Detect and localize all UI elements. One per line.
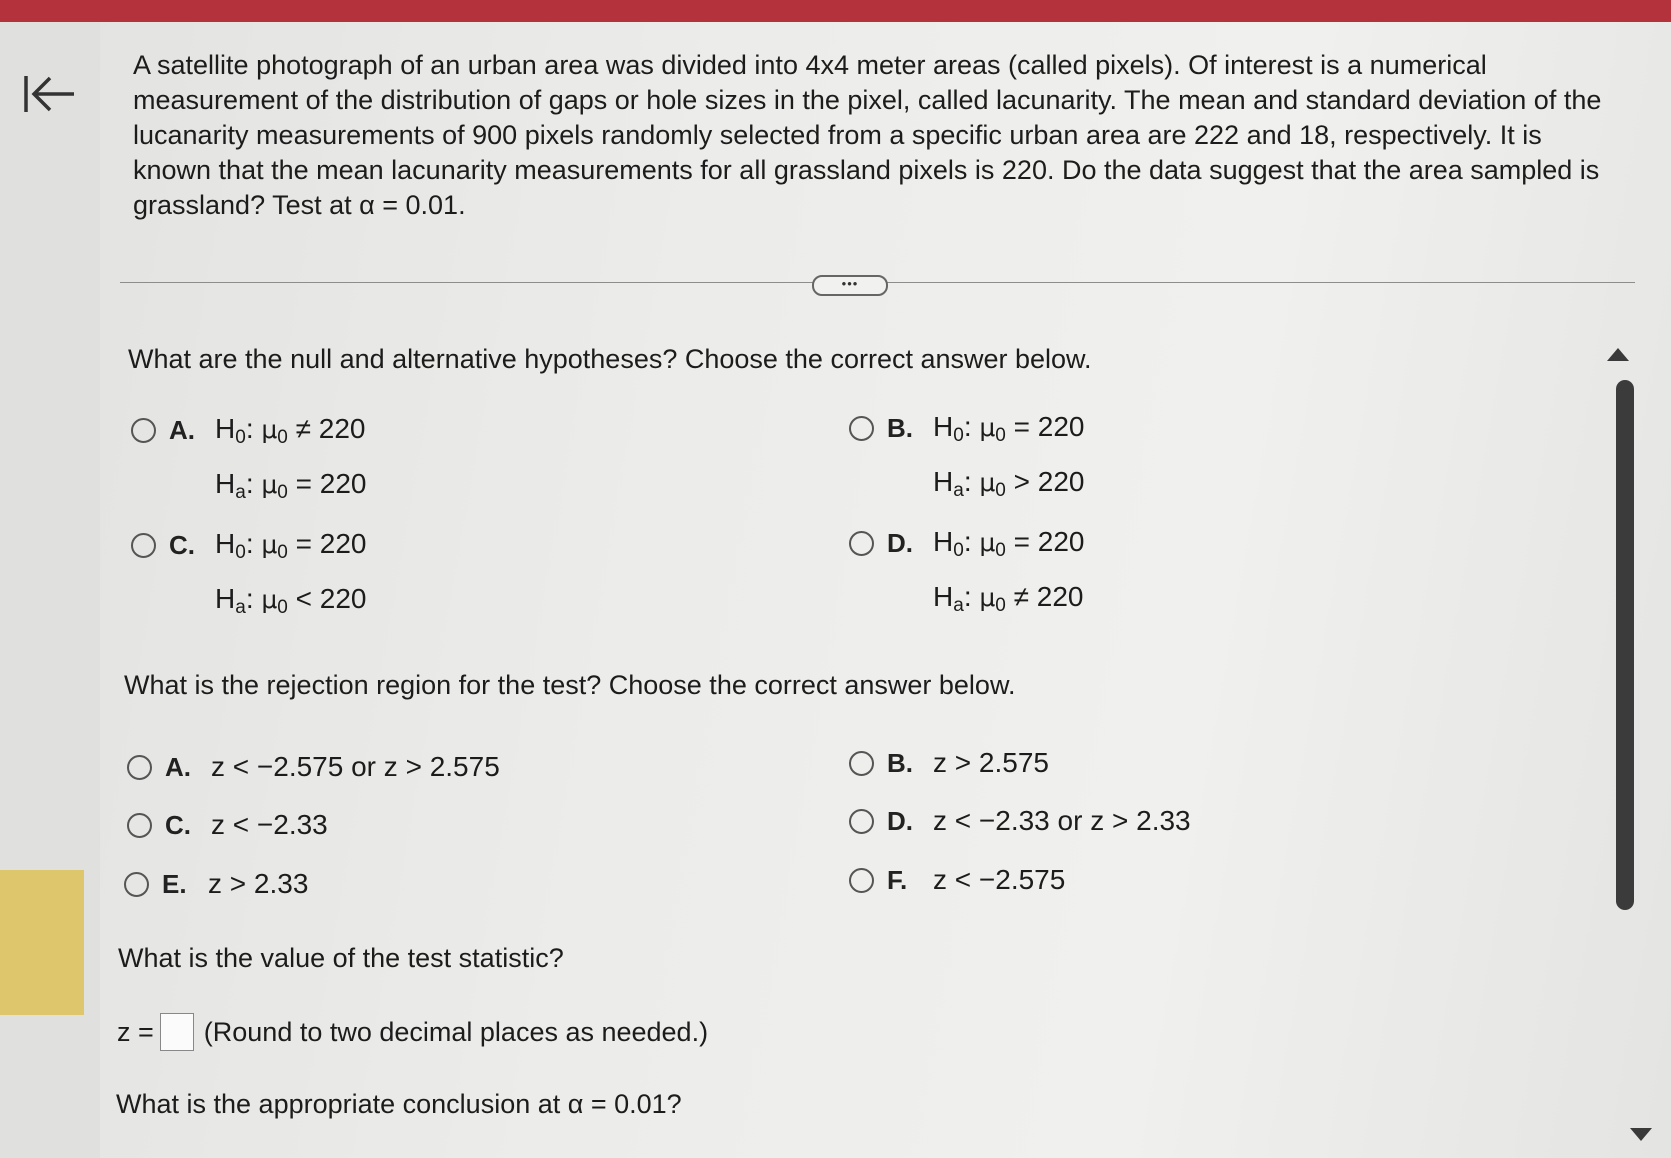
option-text: z < −2.575: [933, 864, 1066, 895]
test-statistic-input[interactable]: [160, 1013, 194, 1051]
question-rejection-region-prompt: What is the rejection region for the test? Choose the correct answer below.: [124, 670, 1016, 700]
rounding-hint: (Round to two decimal places as needed.): [203, 1017, 709, 1047]
highlight-marker: [0, 870, 84, 1015]
top-bar: [0, 0, 1671, 22]
option-text: z < −2.575 or z > 2.575: [211, 751, 500, 782]
expand-more-button[interactable]: •••: [812, 275, 888, 296]
hypothesis-option-a[interactable]: A. $H_0$: $\mu_0 \ne 220$ $H_a$: $\mu_0 = 220$: [131, 413, 367, 516]
radio-button[interactable]: [131, 533, 156, 558]
hypothesis-pair: $H_0$: $\mu_0 = 220$ $H_a$: $\mu_0 > 220$: [933, 411, 1085, 501]
rejection-option-a[interactable]: A. z < −2.575 or z > 2.575: [127, 750, 500, 784]
collapse-back-button[interactable]: [22, 70, 78, 118]
question-conclusion-prompt: What is the appropriate conclusion at α = 0.01?: [116, 1089, 682, 1119]
hypothesis-option-b[interactable]: B. $H_0$: $\mu_0 = 220$ $H_a$: $\mu_0 > 220$: [849, 411, 1085, 514]
problem-statement: A satellite photograph of an urban area was divided into 4x4 meter areas (called pixels). Of interest is a numerical measurement of the distribution of gaps or hole sizes in the pixel, called lacunarity. The mean and standard deviation of the lucanarity measurements of 900 pixels randomly selected from a specific urban area are 222 and 18, respectively. It is known that the mean lacunarity measurements for all grassland pixels is 220. Do the data suggest that the area sampled is grassland? Test at α = 0.01.: [133, 50, 1602, 220]
option-text: z < −2.33: [211, 809, 328, 840]
option-text: z > 2.33: [208, 868, 309, 899]
test-statistic-answer-row: [117, 1013, 708, 1051]
rejection-option-e[interactable]: E. z > 2.33: [124, 867, 308, 901]
radio-button[interactable]: [849, 416, 874, 441]
rejection-option-b[interactable]: B. z > 2.575: [849, 746, 1049, 780]
scrollbar-thumb[interactable]: [1616, 380, 1634, 910]
radio-button[interactable]: [127, 755, 152, 780]
radio-button[interactable]: [131, 418, 156, 443]
rejection-option-d[interactable]: D. z < −2.33 or z > 2.33: [849, 804, 1191, 838]
radio-button[interactable]: [124, 872, 149, 897]
radio-button[interactable]: [127, 813, 152, 838]
question-test-statistic-prompt: What is the value of the test statistic?: [118, 943, 564, 973]
hypothesis-option-c[interactable]: C. $H_0$: $\mu_0 = 220$ $H_a$: $\mu_0 < 220$: [131, 528, 367, 631]
z-label: z =: [117, 1017, 154, 1047]
scroll-up-arrow[interactable]: [1607, 348, 1629, 361]
option-text: z < −2.33 or z > 2.33: [933, 805, 1191, 836]
rejection-option-f[interactable]: F. z < −2.575: [849, 863, 1065, 897]
hypothesis-pair: $H_0$: $\mu_0 \ne 220$ $H_a$: $\mu_0 = 220$: [215, 413, 367, 503]
scroll-down-arrow[interactable]: [1630, 1128, 1652, 1141]
radio-button[interactable]: [849, 809, 874, 834]
radio-button[interactable]: [849, 751, 874, 776]
option-text: z > 2.575: [933, 747, 1049, 778]
hypothesis-option-d[interactable]: D. $H_0$: $\mu_0 = 220$ $H_a$: $\mu_0 \ne 220$: [849, 526, 1085, 629]
question-hypotheses-prompt: What are the null and alternative hypotheses? Choose the correct answer below.: [128, 344, 1092, 374]
arrow-left-bar-icon: [22, 70, 78, 118]
radio-button[interactable]: [849, 531, 874, 556]
rejection-option-c[interactable]: C. z < −2.33: [127, 808, 328, 842]
hypothesis-pair: $H_0$: $\mu_0 = 220$ $H_a$: $\mu_0 < 220$: [215, 528, 367, 618]
radio-button[interactable]: [849, 868, 874, 893]
hypothesis-pair: $H_0$: $\mu_0 = 220$ $H_a$: $\mu_0 \ne 220$: [933, 526, 1085, 616]
